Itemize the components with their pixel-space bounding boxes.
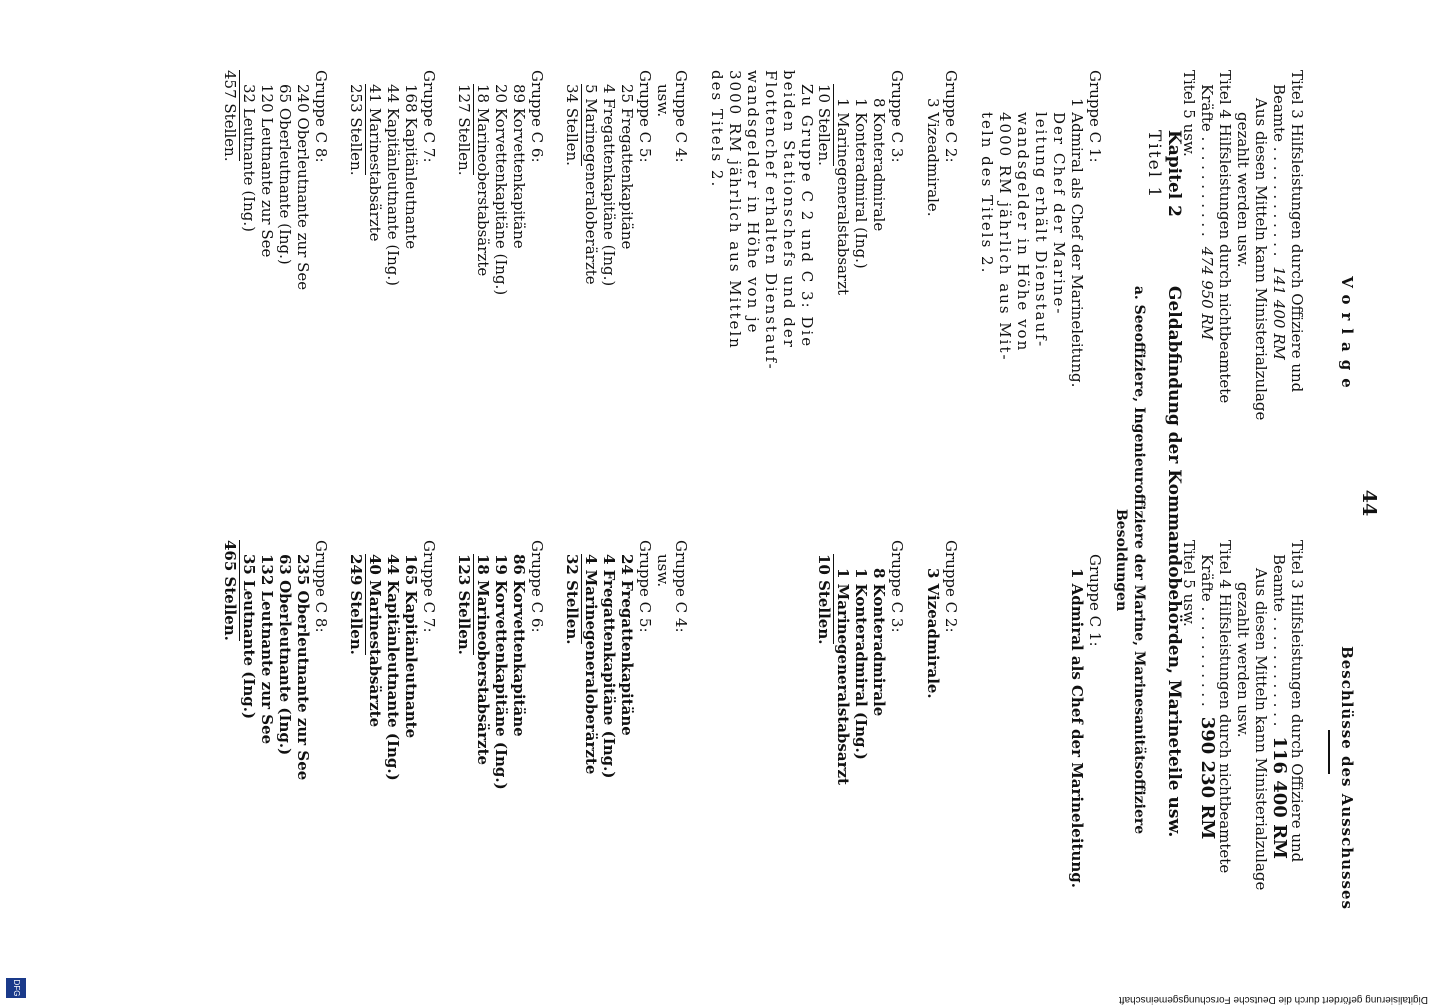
line-text: 235 Oberleutnante zur See [294, 554, 312, 781]
chapter-number: Kapitel 2 [1164, 130, 1184, 218]
text-line [1198, 70, 1216, 510]
text-line [492, 70, 510, 510]
line-text: Gruppe C 2: [942, 540, 960, 633]
line-text: 18 Marineoberstabsärzte [474, 84, 492, 277]
text-line [1252, 540, 1270, 980]
subheading-salaries: Besoldungen [1113, 508, 1129, 612]
line-text: Kräfte . . . . . . . . . . . [1198, 554, 1216, 707]
line-text: Titel 5 usw. [1180, 540, 1198, 627]
text-line [384, 70, 402, 510]
text-line [942, 540, 960, 980]
line-text: 34 Stellen. [563, 84, 581, 166]
text-line [222, 70, 240, 510]
line-text: usw. [654, 554, 672, 588]
text-line [888, 540, 906, 980]
amount-value: 116 400 RM [1269, 736, 1290, 859]
line-text: Titel 4 Hilfsleistungen durch nichtbeamtete [1216, 540, 1234, 874]
line-text: leitung erhält Dienstauf- [1032, 112, 1050, 349]
text-line [708, 540, 726, 980]
text-line [672, 70, 690, 510]
text-line [744, 540, 762, 980]
text-line [690, 70, 708, 510]
line-text: 41 Marinestabsärzte [366, 84, 384, 242]
text-line [942, 70, 960, 510]
line-text: Gruppe C 1: [1086, 70, 1104, 163]
amount-value: 390 230 RM [1197, 716, 1218, 840]
text-line [330, 540, 348, 980]
line-text: Kräfte . . . . . . . . . . . [1198, 84, 1216, 237]
line-text: Gruppe C 5: [636, 70, 654, 163]
line-text: 44 Kapitänleutnante (Ing.) [384, 84, 402, 286]
line-text: 1 Marinegeneralstabsarzt [834, 98, 852, 296]
text-line [654, 70, 672, 510]
line-text: Gruppe C 6: [528, 70, 546, 163]
text-line [420, 540, 438, 980]
text-line [402, 540, 420, 980]
line-text: Der Chef der Marine- [1050, 112, 1068, 316]
line-text: 18 Marineoberstabsärzte [474, 554, 492, 766]
text-line [276, 70, 294, 510]
text-line [1014, 540, 1032, 980]
text-line [816, 540, 834, 980]
text-line [420, 70, 438, 510]
line-text: Gruppe C 8: [312, 70, 330, 163]
text-line [1216, 540, 1234, 980]
text-line [744, 70, 762, 510]
text-line [870, 70, 888, 510]
text-line [528, 70, 546, 510]
line-text: 5 Marinegeneraloberärzte [582, 84, 600, 285]
left-top-block [1180, 70, 1306, 510]
line-text: Beamte . . . . . . . . . . . . [1270, 84, 1288, 257]
line-text: usw. [654, 84, 672, 118]
line-text: Gruppe C 7: [420, 70, 438, 163]
line-text: Gruppe C 7: [420, 540, 438, 633]
line-text: 457 Stellen. [221, 70, 239, 162]
text-line [780, 540, 798, 980]
line-text: Gruppe C 6: [528, 540, 546, 633]
text-line [564, 540, 582, 980]
right-body-block [222, 540, 1104, 980]
line-text: 127 Stellen. [455, 84, 473, 176]
line-text: 20 Korvettenkapitäne (Ing.) [492, 84, 510, 296]
line-text: 40 Marinestabsärzte [366, 554, 384, 728]
page-number: 44 [1358, 489, 1380, 517]
text-line [1216, 70, 1234, 510]
text-line [258, 70, 276, 510]
line-text: Titel 4 Hilfsleistungen durch nichtbeamtete [1216, 70, 1234, 404]
text-line [384, 540, 402, 980]
line-text: Gruppe C 2: [942, 70, 960, 163]
text-line [636, 540, 654, 980]
line-text: Flottenchef erhalten Dienstauf- [762, 70, 780, 371]
line-text: 8 Konteradmirale [870, 98, 888, 232]
text-line [690, 540, 708, 980]
text-line [1068, 540, 1086, 980]
line-text: 4 Fregattenkapitäne (Ing.) [600, 554, 618, 779]
line-text: 240 Oberleutnante zur See [294, 84, 312, 291]
line-text: 35 Leutnante (Ing.) [240, 554, 258, 720]
text-line [726, 540, 744, 980]
line-text: 8 Konteradmirale [870, 568, 888, 717]
chapter-titel: Titel 1 [1144, 130, 1164, 200]
text-line [438, 70, 456, 510]
line-text: gezahlt werden usw. [1234, 112, 1252, 268]
line-text: Aus diesen Mitteln kann Ministerialzulage [1252, 568, 1270, 891]
line-text: 10 Stellen. [815, 84, 833, 166]
line-text: 165 Kapitänleutnante [402, 554, 420, 739]
text-line [348, 70, 366, 510]
line-text: 32 Leutnante (Ing.) [240, 84, 258, 232]
text-line [762, 540, 780, 980]
text-line [1086, 540, 1104, 980]
text-line [618, 70, 636, 510]
dfg-logo: DFG [6, 978, 26, 998]
text-line [708, 70, 726, 510]
line-text: Gruppe C 4: [672, 70, 690, 163]
text-line [240, 540, 258, 980]
chapter-subheading [1112, 230, 1148, 890]
line-text: teln des Titels 2. [978, 112, 996, 275]
line-text: 1 Admiral als Chef der Marineleitung. [1068, 568, 1086, 888]
text-line [906, 540, 924, 980]
line-text: 123 Stellen. [455, 554, 473, 655]
text-line [474, 540, 492, 980]
line-text: Zu Gruppe C 2 und C 3: Die [798, 84, 816, 349]
text-line [330, 70, 348, 510]
right-top-block [1180, 540, 1306, 980]
text-line [456, 540, 474, 980]
text-line [528, 540, 546, 980]
line-text: Gruppe C 5: [636, 540, 654, 633]
text-line [996, 540, 1014, 980]
text-line [618, 540, 636, 980]
line-text: 89 Korvettenkapitäne [510, 84, 528, 249]
line-text: 120 Leutnante zur See [258, 84, 276, 258]
line-text: 1 Marinegeneralstabsarzt [834, 568, 852, 785]
text-line [1270, 70, 1288, 510]
text-line [474, 70, 492, 510]
text-line [240, 70, 258, 510]
line-text: Titel 3 Hilfsleistungen durch Offiziere und [1288, 70, 1306, 393]
amount-value: 474 950 RM [1198, 246, 1216, 341]
text-line [996, 70, 1014, 510]
text-line [834, 70, 852, 510]
text-line [852, 70, 870, 510]
line-text: 3 Vizeadmirale. [924, 568, 942, 699]
line-text: Gruppe C 4: [672, 540, 690, 633]
text-line [1068, 70, 1086, 510]
text-line [294, 70, 312, 510]
text-line [780, 70, 798, 510]
line-text: 86 Korvettenkapitäne [510, 554, 528, 737]
text-line [366, 70, 384, 510]
text-line [294, 540, 312, 980]
line-text: 63 Oberleutnante (Ing.) [276, 554, 294, 756]
text-line [924, 70, 942, 510]
line-text: wandsgelder in Höhe von [1014, 112, 1032, 353]
line-text: 4 Fregattenkapitäne (Ing.) [600, 84, 618, 287]
text-line [960, 70, 978, 510]
chapter-title: Geldabfindung der Kommandobehörden, Marineteile usw. [1164, 285, 1184, 838]
text-line [600, 540, 618, 980]
line-text: des Titels 2. [708, 70, 726, 189]
heading-rule [1328, 730, 1330, 774]
line-text: Titel 5 usw. [1180, 70, 1198, 157]
text-line [1198, 540, 1216, 980]
text-line [852, 540, 870, 980]
line-text: 253 Stellen. [347, 84, 365, 176]
line-text: 249 Stellen. [347, 554, 365, 655]
text-line [366, 540, 384, 980]
text-line [924, 540, 942, 980]
text-line [258, 540, 276, 980]
line-text: 4000 RM jährlich aus Mit- [996, 112, 1014, 362]
line-text: 3000 RM jährlich aus Mitteln [726, 70, 744, 350]
line-text: 132 Leutnante zur See [258, 554, 276, 745]
line-text: 32 Stellen. [563, 554, 581, 645]
text-line [348, 540, 366, 980]
line-text: Gruppe C 3: [888, 70, 906, 163]
text-line [222, 540, 240, 980]
text-line [402, 70, 420, 510]
text-line [1288, 540, 1306, 980]
line-text: Beamte . . . . . . . . . . . . [1270, 554, 1288, 727]
text-line [1270, 540, 1288, 980]
line-text: Aus diesen Mitteln kann Ministerialzulage [1252, 98, 1270, 421]
text-line [978, 70, 996, 510]
text-line [654, 540, 672, 980]
amount-value: 141 400 RM [1270, 266, 1288, 360]
text-line [762, 70, 780, 510]
line-text: 65 Oberleutnante (Ing.) [276, 84, 294, 265]
right-column-heading: Beschlüsse des Ausschusses [1338, 646, 1356, 910]
text-line [1288, 70, 1306, 510]
line-text: Gruppe C 3: [888, 540, 906, 633]
line-text: 465 Stellen. [221, 540, 239, 641]
left-body-block [222, 70, 1104, 510]
line-text: Titel 3 Hilfsleistungen durch Offiziere und [1288, 540, 1306, 863]
text-line [834, 540, 852, 980]
line-text: 19 Korvettenkapitäne (Ing.) [492, 554, 510, 790]
text-line [510, 540, 528, 980]
text-line [1032, 70, 1050, 510]
text-line [906, 70, 924, 510]
text-line [816, 70, 834, 510]
text-line [276, 540, 294, 980]
text-line [798, 70, 816, 510]
line-text: 168 Kapitänleutnante [402, 84, 420, 250]
line-text: 10 Stellen. [815, 554, 833, 645]
text-line [1050, 540, 1068, 980]
digitization-note: Digitalisierung gefördert durch die Deutsche Forschungsgemeinschaft [1118, 994, 1428, 1005]
line-text: 1 Konteradmiral (Ing.) [852, 98, 870, 269]
line-text: 25 Fregattenkapitäne [618, 84, 636, 250]
line-text: 4 Marinegeneraloberärzte [582, 554, 600, 775]
text-line [492, 540, 510, 980]
text-line [1234, 70, 1252, 510]
line-text: 44 Kapitänleutnante (Ing.) [384, 554, 402, 781]
line-text: 24 Fregattenkapitäne [618, 554, 636, 736]
text-line [1086, 70, 1104, 510]
line-text: gezahlt werden usw. [1234, 582, 1252, 738]
line-text: beiden Stationschefs und der [780, 70, 798, 349]
line-text: Gruppe C 1: [1086, 554, 1104, 647]
text-line [312, 70, 330, 510]
text-line [1014, 70, 1032, 510]
line-text: 3 Vizeadmirale. [924, 98, 942, 217]
line-text: Gruppe C 8: [312, 540, 330, 633]
text-line [798, 540, 816, 980]
chapter-heading [1144, 130, 1184, 890]
subheading-officers: a. Seeoffiziere, Ingenieuroffiziere der Marine, Marinesanitätsoffiziere [1131, 285, 1147, 835]
text-line [1234, 540, 1252, 980]
text-line [672, 540, 690, 980]
text-line [960, 540, 978, 980]
left-column-heading: Vorlage [1338, 276, 1356, 396]
text-line [312, 540, 330, 980]
text-line [978, 540, 996, 980]
text-line [888, 70, 906, 510]
text-line [546, 540, 564, 980]
text-line [510, 70, 528, 510]
text-line [726, 70, 744, 510]
text-line [1050, 70, 1068, 510]
line-text: 1 Konteradmiral (Ing.) [852, 568, 870, 760]
text-line [870, 540, 888, 980]
text-line [1252, 70, 1270, 510]
text-line [438, 540, 456, 980]
text-line [636, 70, 654, 510]
text-line [600, 70, 618, 510]
line-text: 1 Admiral als Chef der Marineleitung. [1068, 98, 1086, 388]
text-line [564, 70, 582, 510]
line-text: wandsgelder in Höhe von je [744, 70, 762, 335]
text-line [456, 70, 474, 510]
text-line [546, 70, 564, 510]
text-line [582, 540, 600, 980]
text-line [582, 70, 600, 510]
text-line [1032, 540, 1050, 980]
